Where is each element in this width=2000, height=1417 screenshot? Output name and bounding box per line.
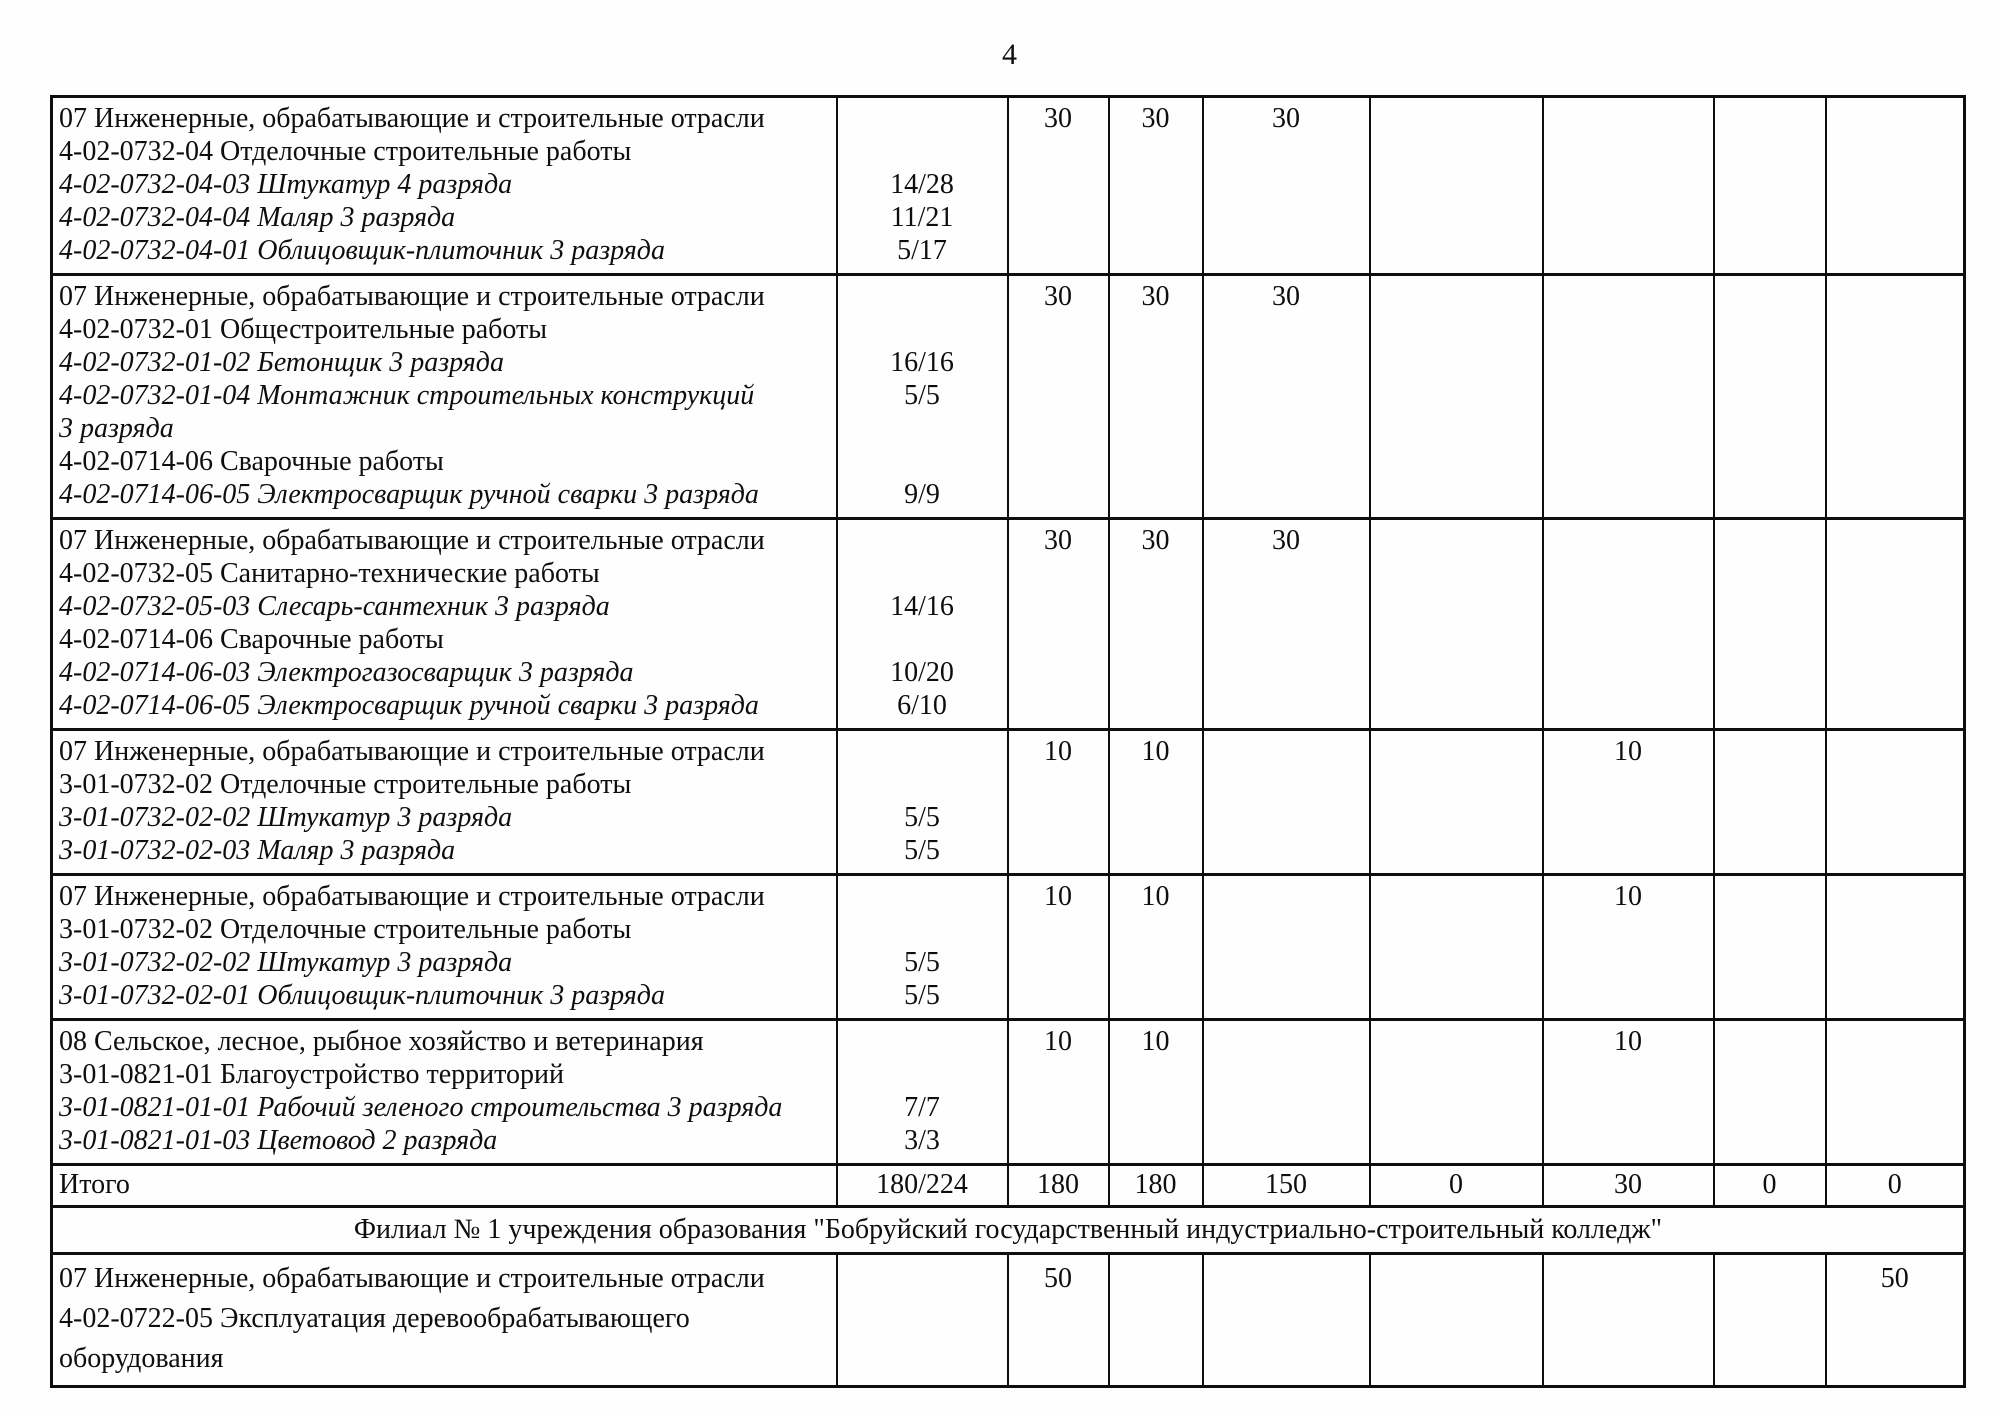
value-text: 30 [1272, 525, 1300, 556]
program-line: 4-02-0722-05 Эксплуатация деревообрабатывающего [59, 1303, 690, 1334]
profession-line: 4-02-0732-05-03 Слесарь-сантехник 3 разряда [59, 591, 610, 622]
value-text [1829, 280, 1962, 313]
enrollment-fraction [840, 1058, 1005, 1091]
value-text: 30 [1044, 525, 1072, 556]
value-text: 10 [1614, 1026, 1642, 1057]
enrollment-fraction: 10/20 [890, 657, 954, 688]
value-cell [1008, 275, 1109, 519]
value-cell [1109, 97, 1203, 275]
enrollment-fraction [840, 768, 1005, 801]
value-text: 10 [1614, 736, 1642, 767]
enrollment-fraction [840, 913, 1005, 946]
enrollment-fraction-cell [837, 1254, 1008, 1387]
enrollment-fraction [840, 102, 1005, 135]
value-text: 30 [1044, 281, 1072, 312]
program-line: 07 Инженерные, обрабатывающие и строительные отрасли [59, 281, 765, 312]
value-cell [1543, 875, 1714, 1020]
value-cell [1008, 1020, 1109, 1165]
value-text: 30 [1141, 525, 1170, 556]
value-text: 30 [1141, 103, 1170, 134]
program-line: 4-02-0732-01 Общестроительные работы [59, 314, 548, 345]
total-value: 30 [1614, 1169, 1642, 1200]
enrollment-fraction [840, 557, 1005, 590]
value-cell [1203, 97, 1370, 275]
page-number: 4 [1002, 38, 1017, 71]
profession-line: 4-02-0714-06-05 Электросварщик ручной сварки 3 разряда [59, 479, 759, 510]
value-text [1546, 1259, 1711, 1299]
value-cell [1370, 275, 1543, 519]
enrollment-fraction [840, 280, 1005, 313]
program-line: 4-02-0714-06 Сварочные работы [59, 446, 444, 477]
value-text: 10 [1044, 1026, 1072, 1057]
value-text [1829, 102, 1962, 135]
enrollment-fraction [840, 412, 1005, 445]
value-text [1112, 1259, 1200, 1299]
value-cell [1008, 730, 1109, 875]
enrollment-fraction [840, 1259, 1005, 1299]
value-text [1717, 880, 1823, 913]
program-line: 07 Инженерные, обрабатывающие и строительные отрасли [59, 1263, 765, 1294]
value-cell [1714, 1020, 1826, 1165]
value-text [1373, 1259, 1540, 1299]
value-text: 30 [1272, 103, 1300, 134]
value-cell [1109, 519, 1203, 730]
program-cell [52, 730, 837, 875]
enrollment-fraction-cell [837, 519, 1008, 730]
table-row [52, 875, 1965, 1020]
value-cell [1543, 730, 1714, 875]
value-cell [1008, 97, 1109, 275]
enrollment-fraction [840, 1299, 1005, 1339]
schedule-table-body [52, 97, 1965, 1387]
total-value: 0 [1762, 1169, 1777, 1200]
value-text: 10 [1141, 1026, 1170, 1057]
total-fraction: 180/224 [876, 1169, 968, 1200]
value-cell [1109, 1254, 1203, 1387]
schedule-table [50, 95, 1966, 1388]
value-cell [1370, 97, 1543, 275]
enrollment-fraction: 3/3 [904, 1125, 940, 1156]
value-text: 50 [1880, 1263, 1909, 1294]
program-cell [52, 1254, 837, 1387]
program-line: 07 Инженерные, обрабатывающие и строительные отрасли [59, 103, 765, 134]
table-row [52, 1020, 1965, 1165]
program-cell [52, 97, 837, 275]
program-line: 08 Сельское, лесное, рыбное хозяйство и ветеринария [59, 1026, 704, 1057]
total-value: 0 [1887, 1169, 1902, 1200]
value-cell [1826, 275, 1965, 519]
program-cell [52, 875, 837, 1020]
value-text [1829, 880, 1962, 913]
profession-line: 3-01-0732-02-02 Штукатур 3 разряда [59, 947, 513, 978]
value-text [1206, 1259, 1367, 1299]
value-text [1373, 280, 1540, 313]
profession-line: 3-01-0732-02-01 Облицовщик-плиточник 3 разряда [59, 980, 665, 1011]
enrollment-fraction: 5/17 [897, 235, 947, 266]
profession-line: 3-01-0732-02-03 Маляр 3 разряда [59, 835, 456, 866]
total-value: 150 [1265, 1169, 1307, 1200]
program-cell [52, 519, 837, 730]
branch-header-cell [52, 1207, 1965, 1254]
program-line: 07 Инженерные, обрабатывающие и строительные отрасли [59, 736, 765, 767]
program-line: оборудования [59, 1343, 224, 1374]
profession-line: 3-01-0821-01-03 Цветовод 2 разряда [59, 1125, 498, 1156]
value-text: 50 [1044, 1263, 1072, 1294]
value-text [1373, 880, 1540, 913]
table-row [52, 1207, 1965, 1254]
table-row [52, 730, 1965, 875]
table-row [52, 275, 1965, 519]
total-value-cell [1826, 1165, 1965, 1207]
enrollment-fraction: 5/5 [904, 802, 940, 833]
value-text: 30 [1044, 103, 1072, 134]
enrollment-fraction: 14/28 [890, 169, 954, 200]
program-line: 3-01-0821-01 Благоустройство территорий [59, 1059, 564, 1090]
enrollment-fraction-cell [837, 875, 1008, 1020]
value-cell [1203, 275, 1370, 519]
value-text [1717, 1259, 1823, 1299]
value-cell [1826, 1254, 1965, 1387]
total-value: 0 [1449, 1169, 1463, 1200]
value-text [1206, 735, 1367, 768]
enrollment-fraction-cell [837, 730, 1008, 875]
value-cell [1370, 1020, 1543, 1165]
value-text [1829, 524, 1962, 557]
value-cell [1543, 1254, 1714, 1387]
value-text: 30 [1141, 281, 1170, 312]
enrollment-fraction [840, 445, 1005, 478]
value-text [1373, 102, 1540, 135]
value-cell [1543, 97, 1714, 275]
value-text [1206, 880, 1367, 913]
enrollment-fraction [840, 735, 1005, 768]
table-row [52, 1165, 1965, 1207]
value-cell [1203, 875, 1370, 1020]
program-line: 4-02-0732-04 Отделочные строительные работы [59, 136, 632, 167]
program-line: 3-01-0732-02 Отделочные строительные работы [59, 769, 632, 800]
enrollment-fraction: 16/16 [890, 347, 954, 378]
value-cell [1826, 875, 1965, 1020]
value-text [1546, 524, 1711, 557]
value-text [1546, 102, 1711, 135]
value-cell [1714, 730, 1826, 875]
value-cell [1826, 730, 1965, 875]
value-cell [1109, 275, 1203, 519]
profession-line: 4-02-0714-06-05 Электросварщик ручной сварки 3 разряда [59, 690, 759, 721]
value-text [1717, 280, 1823, 313]
profession-line: 4-02-0732-04-03 Штукатур 4 разряда [59, 169, 513, 200]
value-cell [1714, 519, 1826, 730]
profession-line: 4-02-0732-04-04 Маляр 3 разряда [59, 202, 456, 233]
enrollment-fraction [840, 1025, 1005, 1058]
value-cell [1109, 730, 1203, 875]
value-cell [1826, 97, 1965, 275]
program-line: 3-01-0732-02 Отделочные строительные работы [59, 914, 632, 945]
enrollment-fraction: 6/10 [897, 690, 947, 721]
value-cell [1008, 1254, 1109, 1387]
enrollment-fraction: 5/5 [904, 980, 940, 1011]
value-text [1717, 1025, 1823, 1058]
value-cell [1826, 519, 1965, 730]
value-text [1206, 1025, 1367, 1058]
branch-header-text: Филиал № 1 учреждения образования "Бобруйский государственный индустриально-строительный колледж" [353, 1214, 1663, 1245]
value-text [1373, 524, 1540, 557]
value-text [1717, 102, 1823, 135]
total-value-cell [1109, 1165, 1203, 1207]
total-value-cell [1203, 1165, 1370, 1207]
program-line: 07 Инженерные, обрабатывающие и строительные отрасли [59, 525, 765, 556]
value-text [1373, 735, 1540, 768]
total-value-cell [1008, 1165, 1109, 1207]
value-text [1717, 735, 1823, 768]
total-value: 180 [1037, 1169, 1079, 1200]
total-value-cell [1714, 1165, 1826, 1207]
total-label: Итого [59, 1169, 130, 1200]
enrollment-fraction: 9/9 [904, 479, 940, 510]
enrollment-fraction [840, 135, 1005, 168]
enrollment-fraction [840, 524, 1005, 557]
profession-line: 3 разряда [59, 413, 174, 444]
total-value: 180 [1134, 1169, 1177, 1200]
value-cell [1714, 275, 1826, 519]
enrollment-fraction: 7/7 [904, 1092, 940, 1123]
value-cell [1203, 519, 1370, 730]
value-cell [1370, 875, 1543, 1020]
value-cell [1203, 1020, 1370, 1165]
value-text [1829, 735, 1962, 768]
value-text [1717, 524, 1823, 557]
value-text: 30 [1272, 281, 1300, 312]
profession-line: 4-02-0732-04-01 Облицовщик-плиточник 3 разряда [59, 235, 665, 266]
program-cell [52, 275, 837, 519]
value-text [1373, 1025, 1540, 1058]
profession-line: 3-01-0732-02-02 Штукатур 3 разряда [59, 802, 513, 833]
value-cell [1109, 1020, 1203, 1165]
table-row [52, 1254, 1965, 1387]
total-value-cell [1370, 1165, 1543, 1207]
enrollment-fraction-cell [837, 1020, 1008, 1165]
profession-line: 4-02-0732-01-04 Монтажник строительных конструкций [59, 380, 755, 411]
enrollment-fraction [840, 1339, 1005, 1379]
value-text [1546, 280, 1711, 313]
value-cell [1543, 275, 1714, 519]
value-text: 10 [1141, 736, 1170, 767]
value-cell [1714, 1254, 1826, 1387]
value-cell [1370, 519, 1543, 730]
table-row [52, 519, 1965, 730]
value-text: 10 [1044, 881, 1072, 912]
profession-line: 4-02-0714-06-03 Электрогазосварщик 3 разряда [59, 657, 634, 688]
enrollment-fraction [840, 313, 1005, 346]
value-cell [1109, 875, 1203, 1020]
total-value-cell [1543, 1165, 1714, 1207]
enrollment-fraction: 5/5 [904, 835, 940, 866]
total-label-cell [52, 1165, 837, 1207]
program-line: 4-02-0732-05 Санитарно-технические работы [59, 558, 600, 589]
value-cell [1370, 730, 1543, 875]
value-cell [1203, 730, 1370, 875]
enrollment-fraction: 11/21 [890, 202, 954, 233]
profession-line: 3-01-0821-01-01 Рабочий зеленого строительства 3 разряда [59, 1092, 783, 1123]
value-cell [1370, 1254, 1543, 1387]
value-cell [1826, 1020, 1965, 1165]
value-cell [1714, 97, 1826, 275]
program-line: 07 Инженерные, обрабатывающие и строительные отрасли [59, 881, 765, 912]
enrollment-fraction: 5/5 [904, 380, 940, 411]
table-row [52, 97, 1965, 275]
value-text: 10 [1141, 881, 1170, 912]
value-cell [1714, 875, 1826, 1020]
total-fraction-cell [837, 1165, 1008, 1207]
value-text: 10 [1614, 881, 1642, 912]
value-text: 10 [1044, 736, 1072, 767]
profession-line: 4-02-0732-01-02 Бетонщик 3 разряда [59, 347, 504, 378]
enrollment-fraction [840, 623, 1005, 656]
value-cell [1543, 519, 1714, 730]
value-cell [1008, 519, 1109, 730]
program-line: 4-02-0714-06 Сварочные работы [59, 624, 444, 655]
value-text [1829, 1025, 1962, 1058]
enrollment-fraction-cell [837, 275, 1008, 519]
enrollment-fraction [840, 880, 1005, 913]
program-cell [52, 1020, 837, 1165]
enrollment-fraction: 14/16 [890, 591, 954, 622]
enrollment-fraction-cell [837, 97, 1008, 275]
enrollment-fraction: 5/5 [904, 947, 940, 978]
value-cell [1008, 875, 1109, 1020]
value-cell [1543, 1020, 1714, 1165]
value-cell [1203, 1254, 1370, 1387]
